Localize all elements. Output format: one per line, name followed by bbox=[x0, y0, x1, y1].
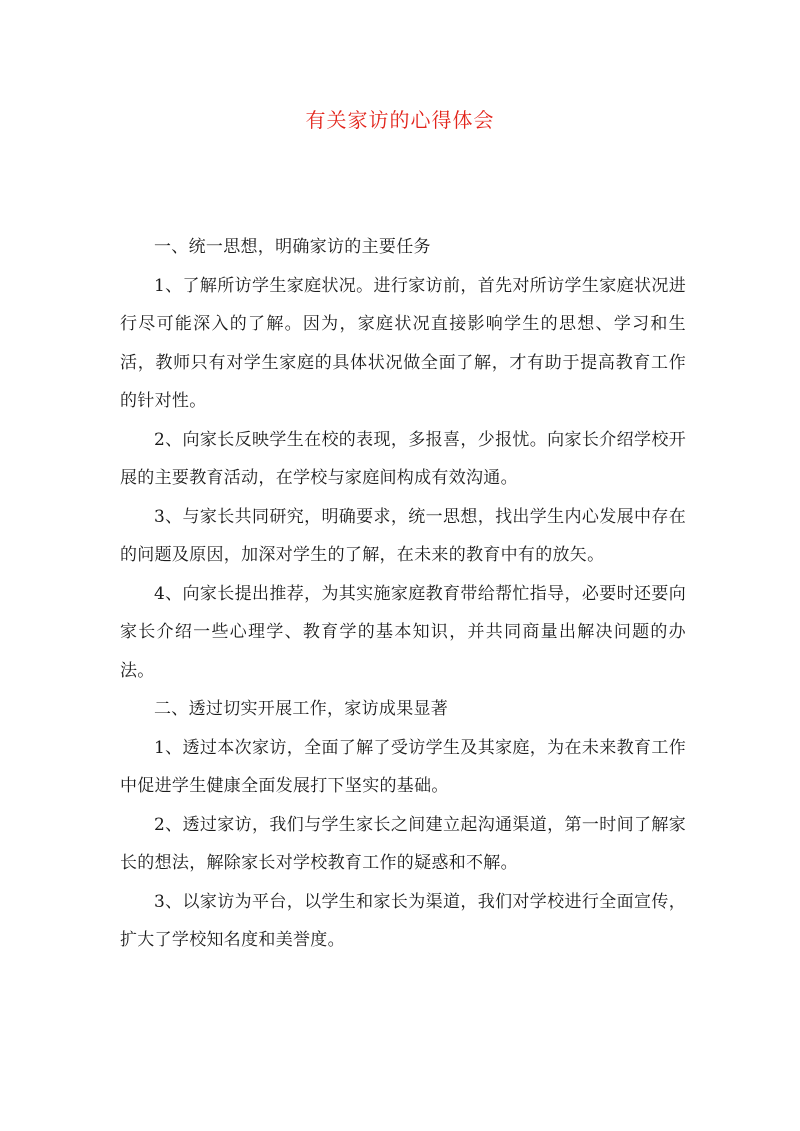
paragraph: 4、向家长提出推荐，为其实施家庭教育带给帮忙指导，必要时还要向家长介绍一些心理学、教育学的基本知识，并共同商量出解决问题的办法。 bbox=[120, 583, 686, 681]
paragraph: 1、透过本次家访，全面了解了受访学生及其家庭，为在未来教育工作中促进学生健康全面发展打下坚实的基础。 bbox=[120, 737, 686, 796]
paragraph: 3、以家访为平台，以学生和家长为渠道，我们对学校进行全面宣传，扩大了学校知名度和美誉度。 bbox=[120, 891, 686, 950]
paragraph: 2、透过家访，我们与学生家长之间建立起沟通渠道，第一时间了解家长的想法，解除家长对学校教育工作的疑惑和不解。 bbox=[120, 814, 686, 873]
section-heading-2: 二、透过切实开展工作，家访成果显著 bbox=[154, 699, 449, 719]
document-title: 有关家访的心得体会 bbox=[305, 108, 495, 132]
paragraph: 1、了解所访学生家庭状况。进行家访前，首先对所访学生家庭状况进行尽可能深入的了解。因为，家庭状况直接影响学生的思想、学习和生活，教师只有对学生家庭的具体状况做全面了解，才有助于提高教育工作的针对性。 bbox=[120, 275, 686, 411]
paragraph: 2、向家长反映学生在校的表现，多报喜，少报忧。向家长介绍学校开展的主要教育活动，在学校与家庭间构成有效沟通。 bbox=[120, 429, 686, 488]
section-heading-1: 一、统一思想，明确家访的主要任务 bbox=[154, 237, 431, 257]
paragraph: 3、与家长共同研究，明确要求，统一思想，找出学生内心发展中存在的问题及原因，加深对学生的了解，在未来的教育中有的放矢。 bbox=[120, 506, 686, 565]
document-body bbox=[120, 228, 686, 960]
